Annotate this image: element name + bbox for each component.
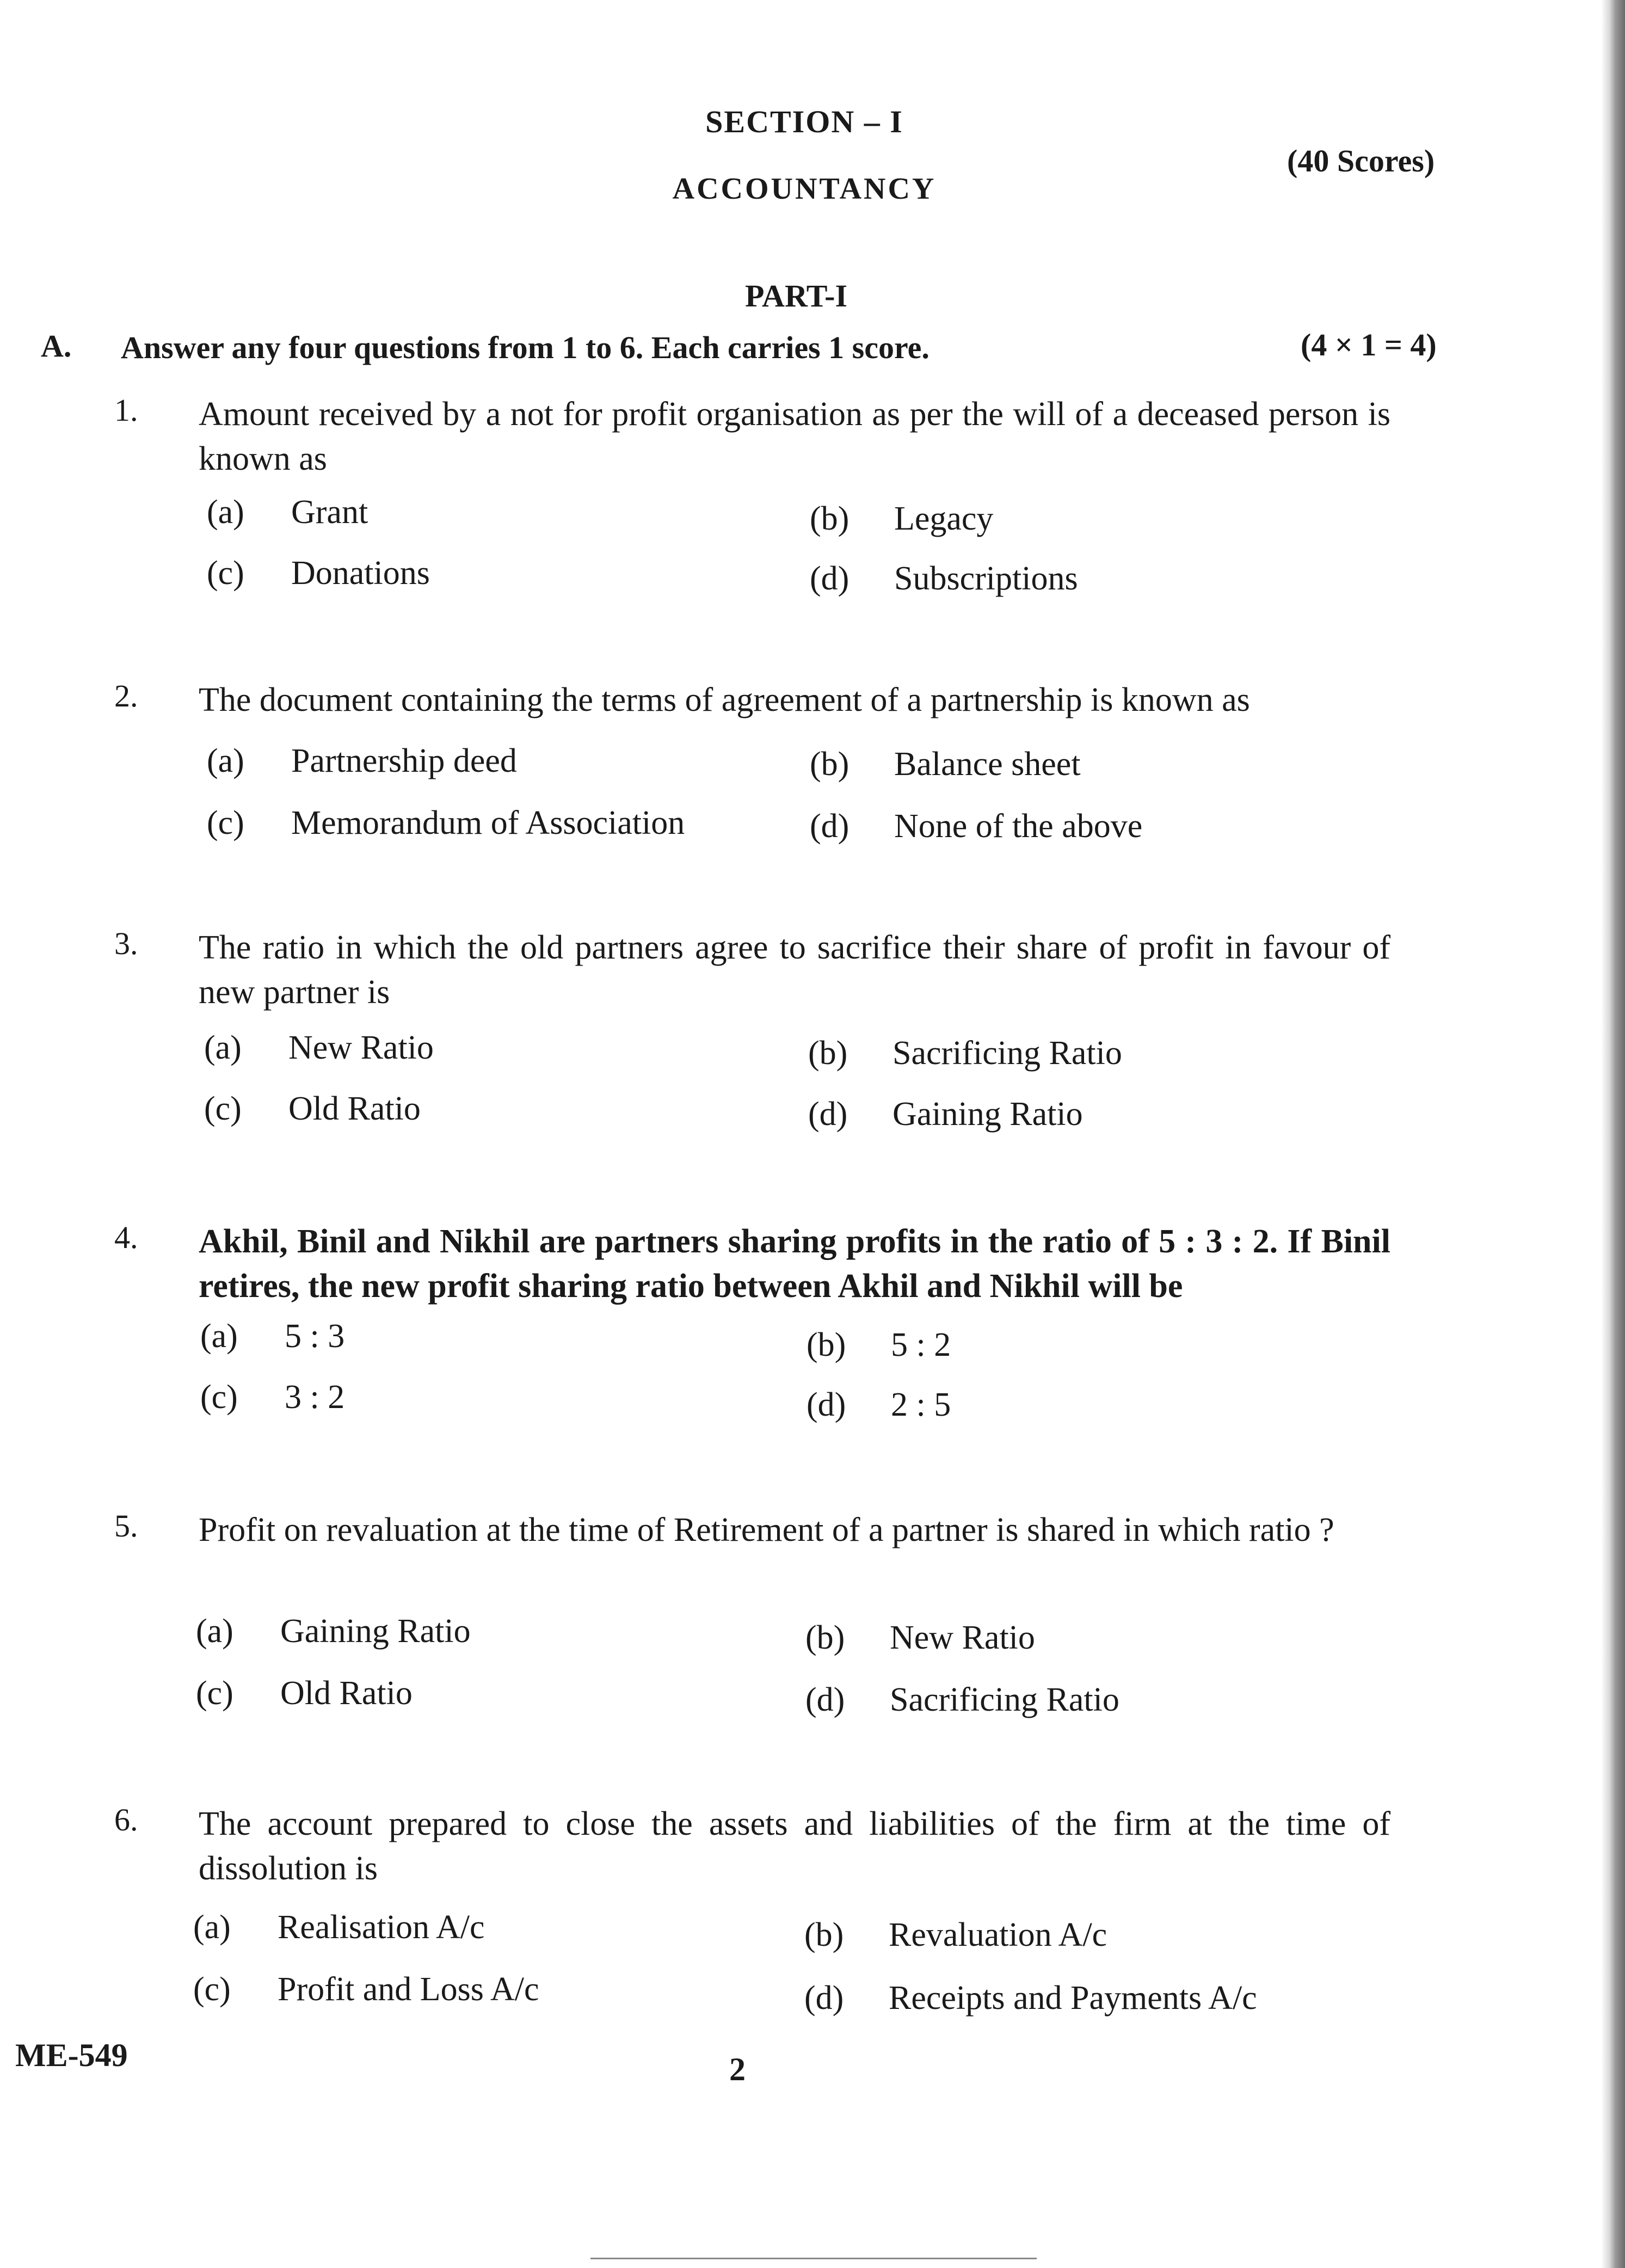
- option-text: Legacy: [894, 500, 994, 537]
- option-b: [808, 1034, 1122, 1073]
- option-d: [804, 1979, 1257, 2018]
- question-text: The ratio in which the old partners agree to sacrifice their share of profit in favour of new partner is: [199, 929, 1390, 1011]
- subject-title: ACCOUNTANCY: [672, 172, 937, 206]
- question-text: Amount received by a not for profit organisation as per the will of a deceased person is known as: [199, 396, 1390, 477]
- option-label: (b): [805, 1619, 845, 1656]
- option-label: (a): [193, 1909, 231, 1946]
- option-label: (c): [193, 1971, 231, 2008]
- page-number: 2: [729, 2051, 746, 2087]
- question-number: 2.: [114, 678, 138, 714]
- option-label: (a): [207, 742, 244, 779]
- option-text: 5 : 2: [891, 1326, 951, 1363]
- option-text: Subscriptions: [894, 560, 1078, 597]
- option-text: Old Ratio: [288, 1090, 421, 1127]
- question-number: 6.: [114, 1802, 138, 1837]
- question-number: 5.: [114, 1508, 138, 1544]
- option-c: [207, 804, 685, 843]
- option-a: [207, 742, 517, 780]
- section-title: SECTION – I: [705, 104, 903, 139]
- option-b: [804, 1916, 1107, 1954]
- option-text: Receipts and Payments A/c: [889, 1980, 1257, 2017]
- option-text: New Ratio: [890, 1619, 1035, 1656]
- option-b: [805, 1619, 1035, 1657]
- section-letter: A.: [41, 328, 72, 364]
- option-c: [207, 554, 430, 593]
- option-text: Sacrificing Ratio: [890, 1681, 1119, 1718]
- option-label: (d): [808, 1096, 848, 1133]
- option-text: Partnership deed: [291, 742, 517, 779]
- option-text: Balance sheet: [894, 746, 1081, 783]
- option-label: (d): [805, 1681, 845, 1718]
- option-text: Gaining Ratio: [280, 1613, 471, 1650]
- question-text: The document containing the terms of agreement of a partnership is known as: [199, 681, 1250, 718]
- section-instruction: Answer any four questions from 1 to 6. Each carries 1 score.: [121, 330, 930, 365]
- option-c: [200, 1378, 344, 1417]
- option-text: Old Ratio: [280, 1675, 413, 1712]
- option-text: Realisation A/c: [278, 1909, 485, 1946]
- option-d: [805, 1681, 1119, 1719]
- option-text: Donations: [291, 555, 430, 592]
- option-label: (c): [200, 1379, 238, 1416]
- option-c: [196, 1674, 413, 1713]
- option-label: (d): [810, 808, 850, 845]
- option-label: (a): [207, 494, 244, 531]
- option-text: Sacrificing Ratio: [892, 1035, 1122, 1072]
- question-text: Akhil, Binil and Nikhil are partners sharing profits in the ratio of 5 : 3 : 2. If Binil retires, the new profit sharing ratio between Akhil and Nikhil will be: [199, 1223, 1390, 1305]
- total-scores: (40 Scores): [1287, 143, 1435, 179]
- option-label: (a): [204, 1029, 242, 1066]
- part-title: PART-I: [744, 278, 848, 314]
- option-label: (b): [810, 500, 850, 537]
- option-label: (c): [207, 804, 244, 841]
- option-d: [810, 560, 1078, 598]
- option-label: (b): [808, 1035, 848, 1072]
- option-label: (d): [807, 1386, 846, 1423]
- bottom-divider: [590, 2258, 1037, 2259]
- option-a: [204, 1029, 434, 1067]
- option-text: 2 : 5: [891, 1386, 951, 1423]
- option-text: New Ratio: [288, 1029, 434, 1066]
- option-b: [810, 745, 1081, 784]
- option-text: Gaining Ratio: [892, 1096, 1083, 1133]
- option-a: [193, 1908, 485, 1947]
- option-text: 5 : 3: [285, 1318, 345, 1355]
- option-d: [808, 1095, 1083, 1134]
- option-text: Grant: [291, 494, 368, 531]
- option-text: Revaluation A/c: [889, 1916, 1107, 1953]
- section-marks: (4 × 1 = 4): [1301, 327, 1437, 362]
- question-text: The account prepared to close the assets and liabilities of the firm at the time of dissolution is: [199, 1805, 1390, 1887]
- option-text: 3 : 2: [285, 1379, 345, 1416]
- question-number: 3.: [114, 926, 138, 961]
- option-label: (d): [804, 1980, 844, 2017]
- option-a: [207, 493, 368, 532]
- exam-code: ME-549: [15, 2037, 128, 2073]
- option-label: (a): [200, 1318, 238, 1355]
- question-number: 1.: [114, 392, 138, 428]
- option-label: (d): [810, 560, 850, 597]
- option-text: Profit and Loss A/c: [278, 1971, 539, 2008]
- option-b: [807, 1326, 951, 1365]
- option-a: [200, 1317, 344, 1356]
- option-label: (c): [204, 1090, 242, 1127]
- option-label: (a): [196, 1613, 233, 1650]
- option-text: None of the above: [894, 808, 1143, 845]
- question-number: 4.: [114, 1220, 138, 1255]
- option-c: [193, 1970, 539, 2009]
- page-edge-shadow: [1601, 0, 1625, 2268]
- option-text: Memorandum of Association: [291, 804, 685, 841]
- option-b: [810, 500, 993, 538]
- option-label: (b): [810, 746, 850, 783]
- option-label: (c): [196, 1675, 233, 1712]
- option-a: [196, 1612, 471, 1651]
- question-text: Profit on revaluation at the time of Retirement of a partner is shared in which ratio ?: [199, 1511, 1334, 1548]
- option-d: [810, 807, 1142, 846]
- option-label: (b): [804, 1916, 844, 1953]
- option-label: (b): [807, 1326, 846, 1363]
- option-c: [204, 1090, 421, 1128]
- option-label: (c): [207, 555, 244, 592]
- option-d: [807, 1386, 951, 1424]
